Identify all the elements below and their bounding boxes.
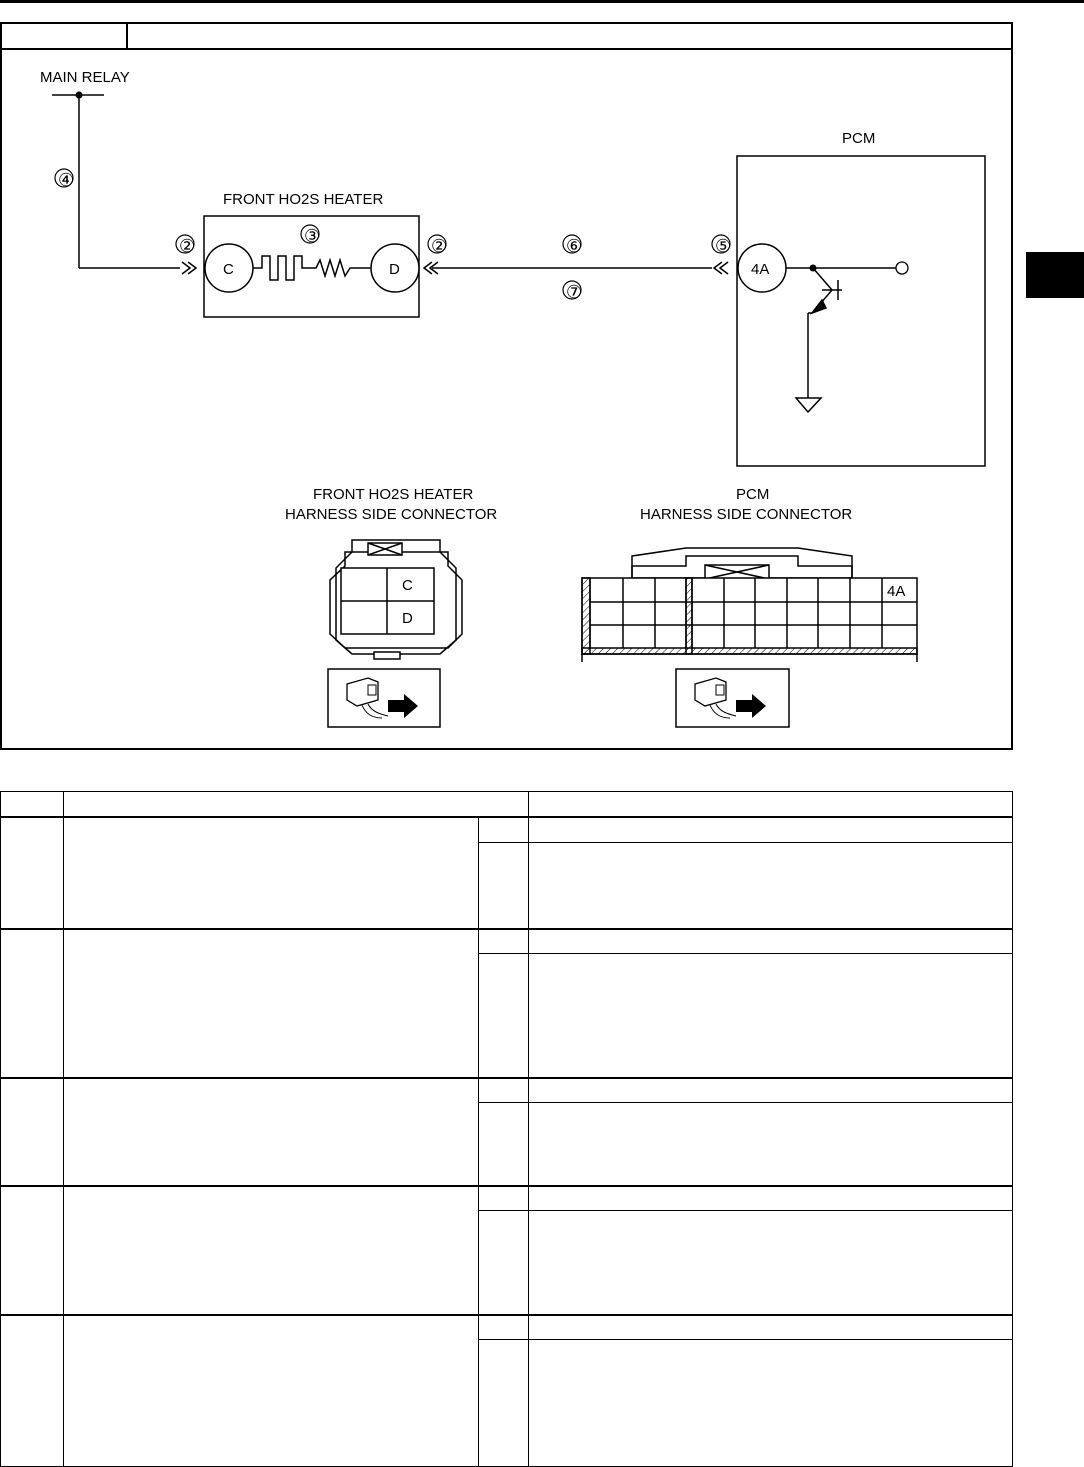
table-row-divider (0, 1185, 1013, 1187)
main-relay-label: MAIN RELAY (40, 69, 130, 86)
pcm-open-terminal (896, 262, 908, 274)
pcm-harness-connector (582, 548, 917, 662)
callout-4-text: ④ (58, 170, 75, 190)
heater-connector-title-2: HARNESS SIDE CONNECTOR (285, 506, 498, 523)
callout-2-left-text: ② (179, 236, 196, 256)
transistor-icon (808, 268, 842, 398)
table-subrow-divider (478, 1102, 1013, 1103)
table-col-divider-result (528, 817, 529, 1466)
ground-icon (796, 398, 821, 412)
table-subrow-divider (478, 1210, 1013, 1211)
heater-connector-d: D (402, 610, 413, 627)
heater-title: FRONT HO2S HEATER (223, 191, 384, 208)
heater-harness-connector (330, 540, 462, 659)
heater-terminal-c-text: C (223, 261, 234, 278)
table-row-divider (0, 1314, 1013, 1316)
pcm-connector-title-2: HARNESS SIDE CONNECTOR (640, 506, 853, 523)
table-subrow-divider (478, 1339, 1013, 1340)
connector-view-icon-heater (328, 669, 440, 727)
callout-6-text: ⑥ (566, 236, 583, 256)
pcm-connector-title-1: PCM (736, 486, 770, 503)
pcm-connector-4a: 4A (887, 583, 906, 600)
heater-connector-c: C (402, 577, 413, 594)
pcm-title: PCM (842, 130, 876, 147)
table-subrow-divider (478, 953, 1013, 954)
wire-connector-mark (182, 262, 190, 274)
heater-resistor-icon (253, 256, 371, 280)
table-subrow-divider (478, 842, 1013, 843)
heater-terminal-d-text: D (389, 261, 400, 278)
callout-7-text: ⑦ (566, 282, 583, 302)
pcm-box (737, 156, 985, 466)
connector-view-icon-pcm (676, 669, 789, 727)
callout-3-text: ③ (304, 226, 321, 246)
table-col-divider-action (478, 817, 479, 1466)
wiring-diagram (0, 50, 1013, 750)
section-tab-marker (1026, 252, 1084, 298)
table-col-divider-2 (528, 791, 529, 818)
callout-5-text: ⑤ (715, 236, 732, 256)
table-frame (0, 791, 1013, 1467)
table-col-divider-1 (63, 791, 64, 1466)
page-top-rule (0, 0, 1084, 3)
heater-connector-title-1: FRONT HO2S HEATER (313, 486, 474, 503)
table-header-rule (0, 816, 1013, 818)
table-row-divider (0, 928, 1013, 930)
table-row-divider (0, 1077, 1013, 1079)
pcm-terminal-4a-text: 4A (751, 261, 770, 278)
callout-2-right-text: ② (431, 236, 448, 256)
diagram-header-divider (126, 22, 128, 50)
